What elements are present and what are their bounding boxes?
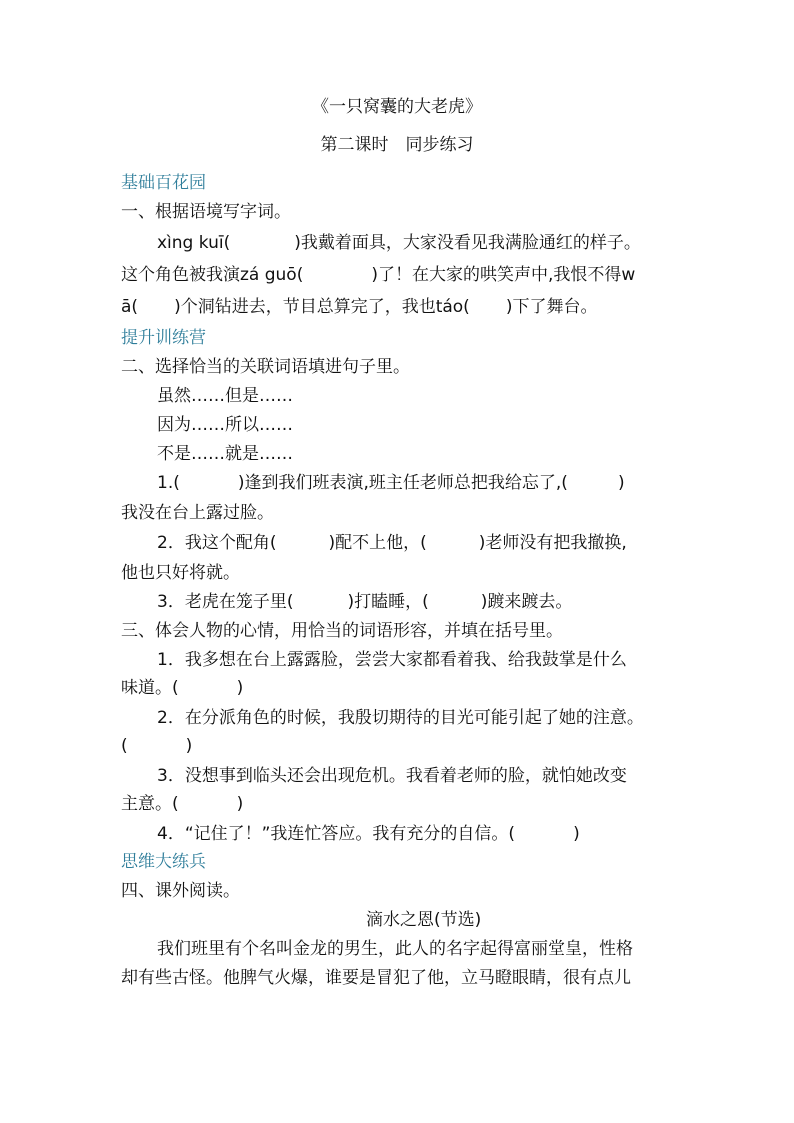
conjunction-option-2: 因为……所以…… bbox=[157, 415, 293, 435]
sentence-text: )个洞钻进去，节目总算完了，我也táo( bbox=[174, 297, 470, 317]
question-3-item-1: 1．我多想在台上露露脸，尝尝大家都看着我、给我鼓掌是什么 bbox=[157, 650, 627, 670]
question-3-item-3: 3．没想事到临头还会出现危机。我看着老师的脸，就怕她改变 bbox=[157, 766, 627, 786]
reading-paragraph-line-2: 却有些古怪。他脾气火爆，谁要是冒犯了他，立马瞪眼睛，很有点儿 bbox=[121, 968, 631, 988]
item-text: 4．“记住了！”我连忙答应。我有充分的自信。( bbox=[157, 824, 516, 844]
item-text: )逢到我们班表演,班主任老师总把我给忘了,( bbox=[237, 473, 568, 493]
item-text: 味道。( bbox=[121, 678, 179, 698]
question-2-heading: 二、选择恰当的关联词语填进句子里。 bbox=[121, 357, 410, 377]
item-text: 1.( bbox=[157, 473, 180, 493]
question-1-heading: 一、根据语境写字词。 bbox=[121, 202, 291, 222]
reading-title: 滴水之恩(节选) bbox=[366, 910, 482, 930]
question-2-item-2-cont: 他也只好将就。 bbox=[121, 563, 240, 583]
item-text: 3．老虎在笼子里( bbox=[157, 592, 294, 612]
item-text: 主意。( bbox=[121, 794, 179, 814]
item-text: ) bbox=[185, 736, 193, 756]
question-4-heading: 四、课外阅读。 bbox=[121, 881, 240, 901]
page-title: 《一只窝囊的大老虎》 bbox=[312, 97, 482, 117]
conjunction-option-1: 虽然……但是…… bbox=[157, 386, 293, 406]
question-2-item-2 bbox=[157, 531, 627, 555]
section-heading-training: 提升训练营 bbox=[121, 328, 206, 348]
question-2-item-3 bbox=[157, 590, 572, 614]
pinyin-xingkui: xìng kuī( bbox=[157, 233, 231, 253]
sentence-text: )了！在大家的哄笑声中,我恨不得w bbox=[371, 265, 636, 285]
question-1-line-1 bbox=[157, 231, 641, 255]
pinyin-zaguo: 这个角色被我演zá guō( bbox=[121, 265, 304, 285]
item-text: ( bbox=[121, 736, 128, 756]
item-text: )配不上他，( bbox=[328, 533, 427, 553]
item-text: ) bbox=[236, 794, 244, 814]
question-3-heading: 三、体会人物的心情，用恰当的词语形容，并填在括号里。 bbox=[121, 621, 563, 641]
item-text: 2．我这个配角( bbox=[157, 533, 277, 553]
conjunction-option-3: 不是……就是…… bbox=[157, 444, 293, 464]
sentence-text: )下了舞台。 bbox=[505, 297, 598, 317]
reading-paragraph-line-1: 我们班里有个名叫金龙的男生，此人的名字起得富丽堂皇，性格 bbox=[157, 939, 633, 959]
section-heading-basics: 基础百花园 bbox=[121, 173, 206, 193]
question-2-item-1-cont: 我没在台上露过脸。 bbox=[121, 503, 274, 523]
question-3-item-3-cont bbox=[121, 792, 243, 816]
page-subtitle: 第二课时 同步练习 bbox=[320, 135, 474, 155]
question-3-item-4 bbox=[157, 822, 580, 846]
item-text: ) bbox=[573, 824, 580, 844]
question-1-line-2 bbox=[121, 263, 635, 287]
question-3-item-1-cont bbox=[121, 676, 243, 700]
item-text: )踱来踱去。 bbox=[480, 592, 573, 612]
question-1-line-3 bbox=[121, 295, 597, 319]
question-2-item-1 bbox=[157, 471, 625, 495]
question-3-item-2-cont bbox=[121, 734, 192, 758]
sentence-text: )我戴着面具，大家没看见我满脸通红的样子。 bbox=[294, 233, 641, 253]
item-text: ) bbox=[617, 473, 625, 493]
item-text: )打瞌睡，( bbox=[347, 592, 429, 612]
section-heading-thinking: 思维大练兵 bbox=[121, 852, 206, 872]
item-text: ) bbox=[236, 678, 244, 698]
pinyin-wa: ā( bbox=[121, 297, 139, 317]
question-3-item-2: 2．在分派角色的时候，我殷切期待的目光可能引起了她的注意。 bbox=[157, 708, 644, 728]
item-text: )老师没有把我撤换, bbox=[478, 533, 627, 553]
